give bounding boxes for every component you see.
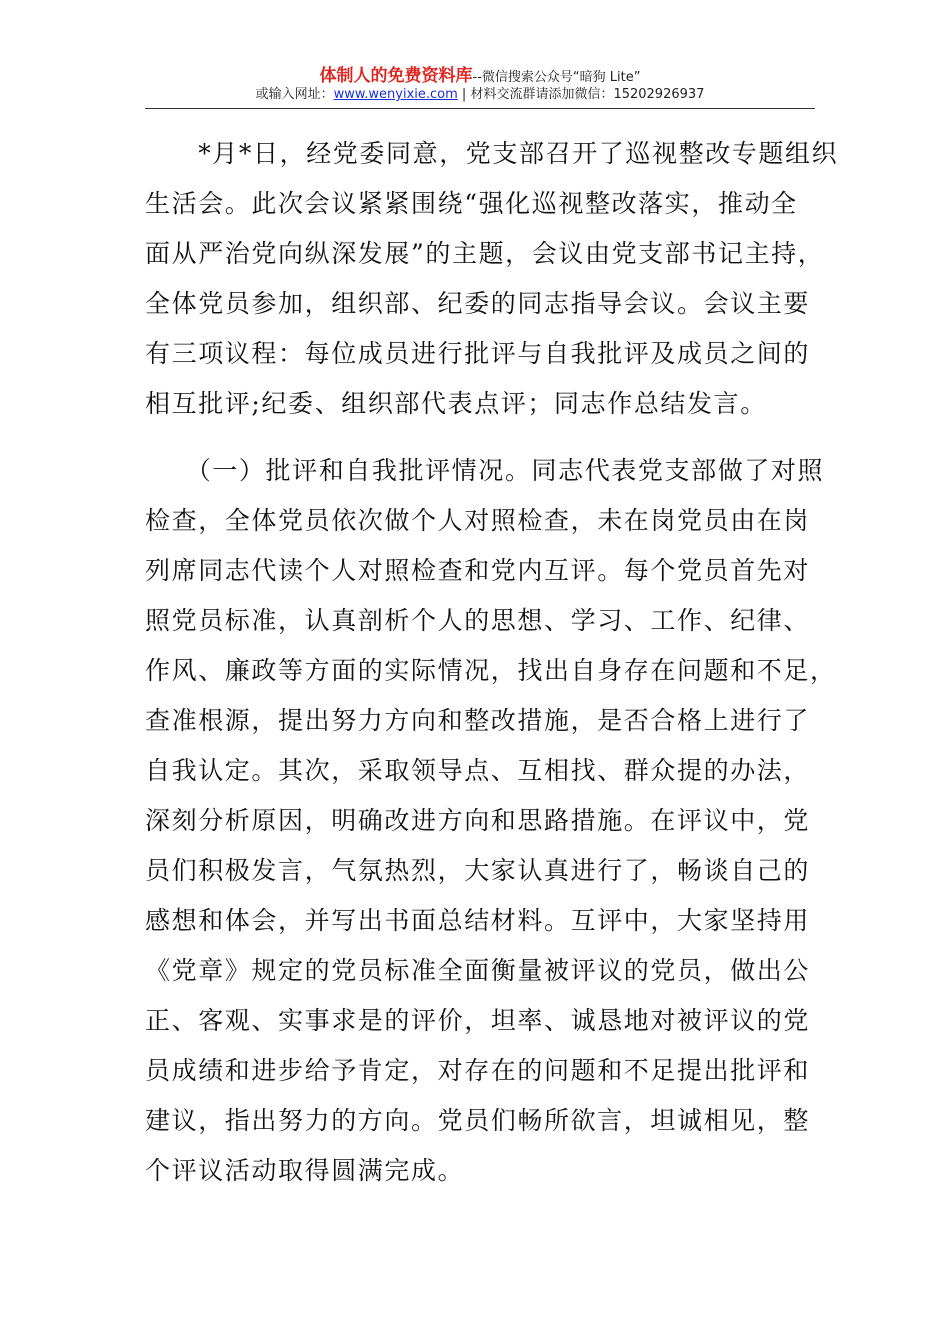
- text-line: 感想和体会，并写出书面总结材料。互评中，大家坚持用: [145, 906, 811, 935]
- header-subtitle: --微信搜索公众号“暗狗 Lite”: [472, 70, 641, 85]
- text-line: 相互批评;纪委、组织部代表点评；同志作总结发言。: [145, 389, 767, 418]
- text-line: 员们积极发言，气氛热烈，大家认真进行了，畅谈自己的: [145, 856, 811, 885]
- text-line: 查准根源，提出努力方向和整改措施，是否合格上进行了: [145, 706, 811, 735]
- text-line: 照党员标准，认真剖析个人的思想、学习、工作、纪律、: [145, 606, 811, 635]
- text-line: 员成绩和进步给予肯定，对存在的问题和不足提出批评和: [145, 1056, 811, 1085]
- page-header: [145, 66, 815, 104]
- text-line: 自我认定。其次，采取领导点、互相找、群众提的办法，: [145, 756, 811, 785]
- text-line: 个评议活动取得圆满完成。: [145, 1156, 465, 1185]
- brand-title: 体制人的免费资料库: [319, 66, 473, 86]
- text-line: 有三项议程：每位成员进行批评与自我批评及成员之间的: [145, 339, 811, 368]
- text-line: 正、客观、实事求是的评价，坦率、诚恳地对被评议的党: [145, 1006, 811, 1035]
- header-title-line: [145, 66, 815, 86]
- text-line: 检查，全体党员依次做个人对照检查，未在岗党员由在岗: [145, 506, 811, 535]
- text-line: 面从严治党向纵深发展”的主题，会议由党支部书记主持，: [145, 239, 825, 268]
- text-line: 全体党员参加，组织部、纪委的同志指导会议。会议主要: [145, 289, 811, 318]
- text-line: （一）批评和自我批评情况。同志代表党支部做了对照: [145, 456, 825, 485]
- header-contact-line: [145, 86, 815, 104]
- header-divider: [145, 108, 815, 109]
- url-prefix: 或输入网址：: [255, 87, 334, 102]
- text-line: 建议，指出努力的方向。党员们畅所欲言，坦诚相见，整: [145, 1106, 811, 1135]
- paragraph-intro: [145, 129, 839, 429]
- contact-text: | 材料交流群请添加微信：15202926937: [457, 87, 705, 102]
- paragraph-criticism: [145, 446, 837, 1196]
- text-line: 生活会。此次会议紧紧围绕“强化巡视整改落实，推动全: [145, 189, 798, 218]
- text-line: 深刻分析原因，明确改进方向和思路措施。在评议中，党: [145, 806, 811, 835]
- website-link[interactable]: www.wenyixie.com: [333, 87, 458, 102]
- text-line: 《党章》规定的党员标准全面衡量被评议的党员，做出公: [145, 956, 811, 985]
- text-line: 列席同志代读个人对照检查和党内互评。每个党员首先对: [145, 556, 811, 585]
- text-line: 作风、廉政等方面的实际情况，找出自身存在问题和不足，: [145, 656, 837, 685]
- text-line: *月*日，经党委同意，党支部召开了巡视整改专题组织: [145, 139, 839, 168]
